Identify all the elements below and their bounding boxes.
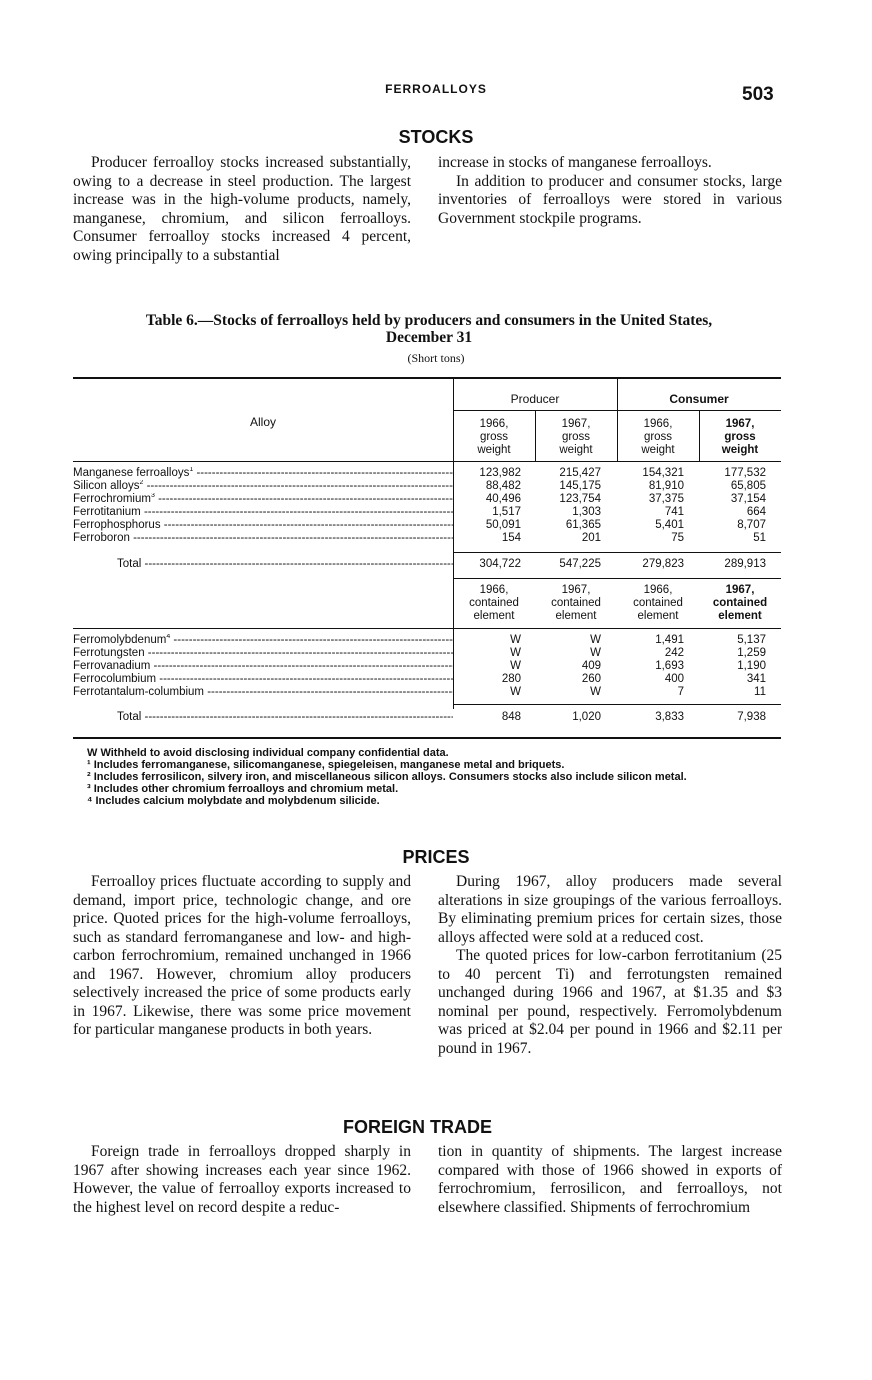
cell: 154 [501,532,521,544]
gross-weight-rows [73,467,781,545]
header-line: contained [469,597,519,609]
cell: 1,693 [655,660,684,672]
cell: 547,225 [559,558,601,570]
cell: W [510,660,521,672]
row-label-text: Manganese ferroalloys [73,467,190,479]
table-row-total [73,558,781,571]
cell: 289,913 [724,558,766,570]
header-producer-1967-contained [537,584,615,623]
header-line: weight [559,444,593,456]
row-label-text: Ferrocolumbium [73,673,157,685]
cell: 37,375 [648,493,684,505]
cell: 280 [501,673,521,685]
contained-total-row [73,711,781,724]
header-line: contained [551,597,601,609]
footnote-ref: 1 [189,467,194,474]
table-title-line-1: Table 6.—Stocks of ferroalloys held by producers and consumers in the United States, [145,312,713,329]
header-line: element [718,610,762,622]
running-head: FERROALLOYS [385,82,487,96]
cell: W [510,686,521,698]
table-row [73,660,781,673]
cell: 341 [746,673,766,685]
cell: W [590,647,601,659]
cell: 215,427 [559,467,601,479]
table-row [73,480,781,493]
row-label [73,532,453,545]
cell: 409 [581,660,601,672]
cell: 145,175 [559,480,601,492]
gross-total-rule [453,552,781,553]
row-label-text: Total [117,711,142,723]
header-line: 1967, [725,418,755,430]
row-label [73,711,453,724]
cell: 11 [754,686,766,698]
cell: 50,091 [485,519,521,531]
row-label [73,506,453,519]
header-line: 1967, [725,584,755,596]
cell: 75 [671,532,684,544]
header-line: gross [643,431,673,443]
row-label [73,558,453,571]
cell: 242 [664,647,684,659]
foreign-trade-paragraph-right: tion in quantity of shipments. The largest increase compared with those of 1966 showed in exports of ferrochromium, ferrosilicon, and ferroalloys, not elsewhere classified. Shipments of ferrochromium [438,1143,782,1216]
row-label-text: Ferrochromium [73,493,151,505]
table-row-total [73,711,781,724]
row-label [73,519,453,532]
producer-header: Producer [510,392,560,406]
table-row [73,647,781,660]
cell: 400 [664,673,684,685]
prices-left-column [73,873,411,1040]
cell: 123,754 [559,493,601,505]
prices-paragraph-left: Ferroalloy prices fluctuate according to supply and demand, import price, technologic change, and ore price. Quoted prices for the high-volume ferroalloys, such as standard ferromanganese and low- and high-carbon ferrochromium, remained unchanged in 1966 and 1967. However, chromium alloy producers selectively increased the price of some products early in 1967. Likewise, there was some price movement for particular manganese products in both years. [73,873,411,1038]
row-label-text: Silicon alloys [73,480,140,492]
cell: W [590,634,601,646]
cell: 88,482 [485,480,521,492]
row-label-text: Ferrotantalum-columbium [73,686,205,698]
header-line: 1966, [479,584,509,596]
stub-header: Alloy [249,415,276,429]
row-label [73,647,453,660]
header-line: contained [633,597,683,609]
row-label-text: Total [117,558,142,570]
cell: 1,259 [737,647,766,659]
contained-element-rows [73,634,781,699]
cell: 7 [677,686,684,698]
footnote-ref: 2 [139,480,144,487]
foreign-trade-left-column [73,1143,411,1217]
header-line: weight [721,444,759,456]
cell: W [510,634,521,646]
contained-header-rule [73,628,781,629]
cell: 154,321 [642,467,684,479]
cell: 1,491 [655,634,684,646]
header-line: weight [641,444,675,456]
cell: 3,833 [655,711,684,723]
stocks-paragraph-right-2: In addition to producer and consumer stocks, large inventories of ferroalloys were stored in various Government stockpile programs. [438,172,782,227]
consumer-header: Consumer [669,392,729,406]
stocks-paragraph-right-1: increase in stocks of manganese ferroalloys. [438,154,712,171]
table-bottom-rule [73,737,781,739]
footnote-ref: 4 [166,634,171,641]
foreign-trade-paragraph-left: Foreign trade in ferroalloys dropped sharply in 1967 after showing increases each year since 1962. However, the value of ferroalloy exports increased to the highest level on record despite a reduc- [73,1143,411,1216]
table-row [73,519,781,532]
stocks-heading: STOCKS [398,127,474,147]
cell: 304,722 [479,558,521,570]
header-consumer-1966-contained [619,584,697,623]
col-divider-1 [535,411,536,461]
table-row [73,493,781,506]
cell: 5,137 [737,634,766,646]
header-line: weight [477,444,511,456]
header-producer-1966-gross [455,418,533,457]
cell: 741 [664,506,684,518]
header-bottom-rule [73,461,781,462]
group-header-rule [453,410,781,411]
table-row [73,634,781,647]
table-title [73,312,785,346]
header-line: 1967, [561,584,591,596]
header-line: gross [724,431,756,443]
header-line: gross [561,431,591,443]
header-line: contained [712,597,768,609]
header-consumer-1967-gross [701,418,779,457]
cell: 81,910 [648,480,684,492]
footnote: W Withheld to avoid disclosing individual company confidential data. [87,747,449,759]
header-line: 1966, [643,584,673,596]
cell: 37,154 [730,493,766,505]
footnote: ³ Includes other chromium ferroalloys and chromium metal. [87,783,399,795]
table-row [73,506,781,519]
table-row [73,673,781,686]
cell: 1,020 [572,711,601,723]
header-line: gross [479,431,509,443]
footnote-ref: 3 [150,493,155,500]
row-label-text: Ferrotungsten [73,647,145,659]
stocks-paragraph-left: Producer ferroalloy stocks increased substantially, owing to a decrease in steel production. The largest increase was in the high-volume products, namely, manganese, chromium, and silicon ferroalloys. Consumer ferroalloy stocks increased 4 percent, owing principally to a substantial [73,154,411,264]
header-producer-1967-gross [537,418,615,457]
row-label [73,480,453,493]
cell: W [590,686,601,698]
table-footnotes [73,747,785,807]
cell: W [510,647,521,659]
header-consumer-1966-gross [619,418,697,457]
cell: 123,982 [479,467,521,479]
cell: 260 [581,673,601,685]
contained-total-rule [453,704,781,705]
table-title-line-2: December 31 [385,329,473,346]
header-line: element [637,610,679,622]
table-row [73,467,781,480]
prices-right-column [438,873,782,1058]
prices-paragraph-right-1: During 1967, alloy producers made several alterations in size groupings of the various ferroalloys. By eliminating premium prices for certain sizes, those alloys affected were sold at a reduced cost. [438,873,782,946]
cell: 664 [746,506,766,518]
cell: 1,190 [737,660,766,672]
header-line: 1967, [561,418,591,430]
header-line: 1966, [479,418,509,430]
cell: 7,938 [737,711,766,723]
row-label-text: Ferroboron [73,532,130,544]
cell: 1,303 [572,506,601,518]
prices-paragraph-right-2: The quoted prices for low-carbon ferrotitanium (25 to 40 percent Ti) and ferrotungsten remained unchanged during 1966 and 1967, at $1.35 and $3 nominal per pound, respectively. Ferromolybdenum was priced at $2.04 per pound in 1966 and $2.11 per pound in 1967. [438,947,782,1057]
row-label-text: Ferromolybdenum [73,634,167,646]
cell: 848 [501,711,521,723]
cell: 8,707 [737,519,766,531]
cell: 279,823 [642,558,684,570]
cell: 51 [753,532,766,544]
header-line: element [473,610,515,622]
row-label-text: Ferrovanadium [73,660,151,672]
page-number: 503 [742,84,774,105]
row-label-text: Ferrophosphorus [73,519,161,531]
gross-total-row [73,558,781,571]
cell: 177,532 [724,467,766,479]
stocks-right-column [438,154,782,228]
cell: 5,401 [655,519,684,531]
row-label [73,673,453,686]
cell: 1,517 [492,506,521,518]
row-label [73,634,453,647]
foreign-trade-right-column [438,1143,782,1217]
cell: 40,496 [485,493,521,505]
col-divider-3 [699,411,700,461]
prices-heading: PRICES [402,847,470,867]
header-line: 1966, [643,418,673,430]
header-producer-1966-contained [455,584,533,623]
stocks-left-column [73,154,411,265]
table-row [73,532,781,545]
header-consumer-1967-contained [701,584,779,623]
table-units: (Short tons) [407,351,465,365]
header-line: element [555,610,597,622]
cell: 65,805 [730,480,766,492]
row-label [73,686,453,699]
table-row [73,686,781,699]
foreign-trade-heading: FOREIGN TRADE [343,1117,493,1137]
cell: 201 [581,532,601,544]
footnote: ¹ Includes ferromanganese, silicomanganese, spiegeleisen, manganese metal and briquets. [87,759,565,771]
footnote: ² Includes ferrosilicon, silvery iron, and miscellaneous silicon alloys. Consumers stocks also include silicon metal. [87,771,687,783]
table-top-rule [73,377,781,379]
footnote: ⁴ Includes calcium molybdate and molybdenum silicide. [87,795,380,807]
row-label [73,660,453,673]
row-label [73,467,453,480]
cell: 61,365 [565,519,601,531]
gross-section-end-rule [453,578,781,579]
row-label [73,493,453,506]
row-label-text: Ferrotitanium [73,506,141,518]
